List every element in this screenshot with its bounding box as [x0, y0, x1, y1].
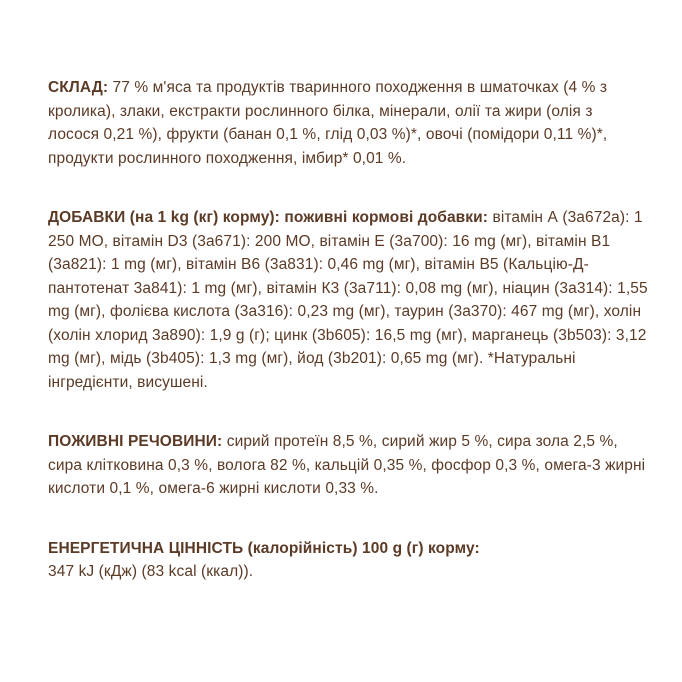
additives-subhead: поживні кормові добавки: — [284, 209, 489, 226]
energy-section — [48, 537, 648, 584]
additives-section — [48, 206, 648, 394]
nutrients-section — [48, 430, 648, 501]
composition-section — [48, 76, 648, 170]
energy-label: ЕНЕРГЕТИЧНА ЦІННІСТЬ (калорійність) 100 g (г) корму: — [48, 539, 480, 557]
composition-label: СКЛАД: — [48, 79, 109, 96]
product-info-document — [48, 76, 648, 584]
additives-label: ДОБАВКИ (на 1 kg (кг) корму): — [48, 209, 280, 226]
nutrients-text: сирий протеїн 8,5 %, сирий жир 5 %, сира зола 2,5 %, сира клітковина 0,3 %, волога 82 %, кальцій 0,35 %, фосфор 0,3 %, омега-3 жирні кислоти 0,1 %, омега-6 жирні кислоти 0,33 %. — [48, 433, 646, 497]
composition-text: 77 % м'яса та продуктів тваринного походження в шматочках (4 % з кролика), злаки, екстракти рослинного білка, мінерали, олії та жири (олія з лосося 0,21 %), фрукти (банан 0,1 %, глід 0,03 %)*, овочі (помідори 0,11 %)*, продукти рослинного походження, імбир* 0,01 %. — [48, 79, 608, 167]
nutrients-label: ПОЖИВНІ РЕЧОВИНИ: — [48, 433, 223, 450]
additives-text: вітамін А (3a672a): 1 250 МО, вітамін D3 (3a671): 200 МО, вітамін Е (3a700): 16 mg (мг), вітамін В1 (3a821): 1 mg (мг), вітамін В6 (3a831): 0,46 mg (мг), вітамін В5 (Кальцію-Д-пантотенат 3a841): 1 mg (мг), вітамін К3 (3a711): 0,08 mg (мг), ніацин (3a314): 1,55 mg (мг), фолієва кислота (3a316): 0,23 mg (мг), таурин (3a370): 467 mg (мг), холін (холін хлорид 3a890): 1,9 g (г); цинк (3b605): 16,5 mg (мг), марганець (3b503): 3,12 mg (мг), мідь (3b405): 1,3 mg (мг), йод (3b201): 0,65 mg (мг). *Натуральні інгредієнти, висушені. — [48, 209, 648, 391]
energy-text: 347 kJ (кДж) (83 kcal (ккал)). — [48, 563, 254, 580]
